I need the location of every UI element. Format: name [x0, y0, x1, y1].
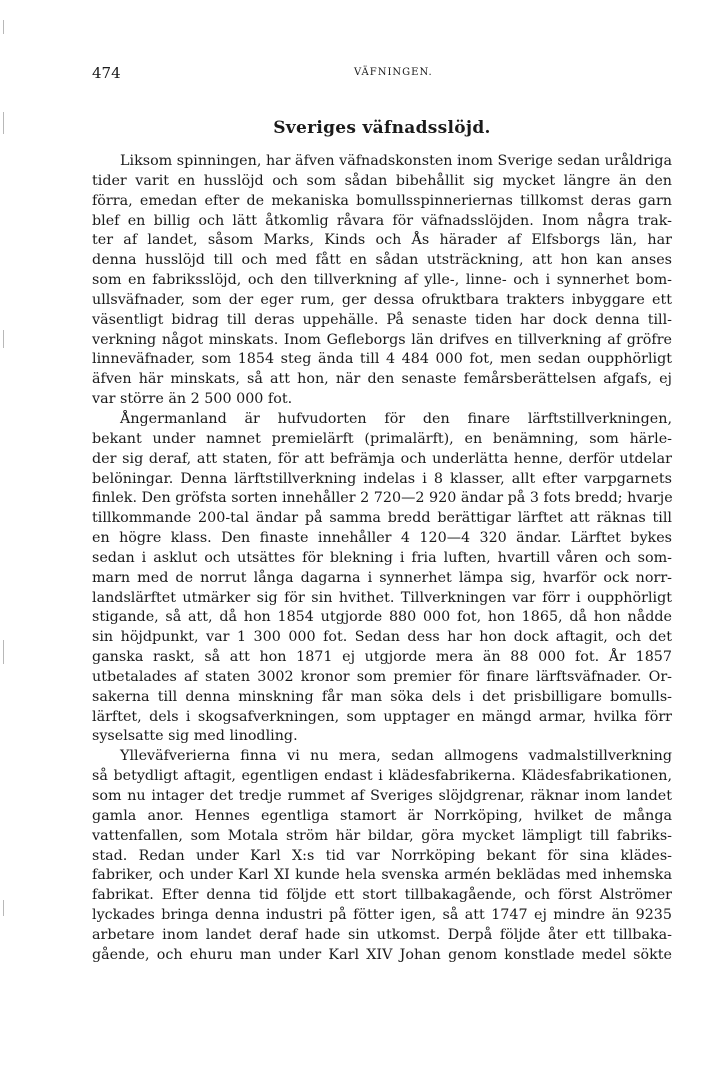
text-line: äfven här minskats, så att hon, när den senaste femårsberättelsen afgafs, ej — [92, 371, 672, 388]
running-title: VÄFNINGEN. — [354, 67, 433, 78]
page-edge-mark — [3, 900, 4, 916]
text-line: lyckades bringa denna industri på fötter igen, så att 1747 ej mindre än 9235 — [92, 907, 672, 924]
text-line: som nu intager det tredje rummet af Sveriges slöjdgrenar, räknar inom landet — [92, 788, 672, 804]
text-line: sedan i asklut och utsättes för blekning i fria luften, hvartill våren och som- — [92, 549, 672, 566]
text-line: blef en billig och lätt åtkomlig råvara för väfnadsslöjden. Inom några trak- — [92, 212, 672, 229]
text-line: lärftet, dels i skogsafverkningen, som upptager en mängd armar, hvilka förr — [92, 708, 672, 725]
text-line: gående, och ehuru man under Karl XIV Johan genom konstlade medel sökte — [92, 946, 672, 963]
text-line: syselsatte sig med linodling. — [92, 728, 298, 745]
text-line: ullsväfnader, som der eger rum, ger dessa ofruktbara trakters inbyggare ett — [92, 291, 672, 308]
text-line: fabrikat. Efter denna tid följde ett stort tillbakagående, och först Alströmer — [92, 887, 672, 904]
text-line: så betydligt aftagit, egentligen endast i klädesfabrikerna. Klädesfabrikationen, — [92, 768, 672, 785]
text-line: stad. Redan under Karl X:s tid var Norrköping bekant för sina klädes- — [92, 847, 672, 864]
text-line: der sig deraf, att staten, för att befrämja och underlätta henne, derför utdelar — [92, 450, 672, 467]
text-line: förra, emedan efter de mekaniska bomullsspinneriernas tillkomst deras garn — [92, 192, 672, 209]
text-line: tider varit en husslöjd och som sådan bibehållit sig mycket längre än den — [92, 172, 672, 189]
text-line: marn med de norrut långa dagarna i synnerhet lämpa sig, hvarför ock norr- — [92, 569, 672, 586]
text-line: sakerna till denna minskning får man söka dels i det prisbilligare bomulls- — [92, 688, 672, 705]
text-line: Liksom spinningen, har äfven väfnadskonsten inom Sverige sedan uråldriga — [120, 153, 673, 169]
text-line: belöningar. Denna lärftstillverkning indelas i 8 klasser, allt efter varpgarnets — [92, 470, 672, 487]
page-edge-mark — [3, 640, 4, 664]
text-line: en högre klass. Den finaste innehåller 4 120—4 320 ändar. Lärftet bykes — [92, 530, 672, 547]
text-line: väsentligt bidrag till deras uppehälle. På senaste tiden har dock denna till- — [92, 311, 672, 328]
text-line: stigande, så att, då hon 1854 utgjorde 880 000 fot, hon 1865, då hon nådde — [92, 609, 672, 626]
text-line: fabriker, och under Karl XI kunde hela svenska armén beklädas med inhemska — [92, 867, 672, 884]
text-line: finlek. Den gröfsta sorten innehåller 2 720—2 920 ändar på 3 fots bredd; hvarje — [92, 490, 673, 507]
text-line: Ylleväfverierna finna vi nu mera, sedan allmogens vadmalstillverkning — [120, 748, 672, 765]
text-line: bekant under namnet premielärft (primalärft), en benämning, som härle- — [92, 430, 672, 447]
text-line: arbetare inom landet deraf hade sin utkomst. Derpå följde åter ett tillbaka- — [92, 926, 672, 943]
text-line: tillkommande 200-tal ändar på samma bredd berättigar lärftet att räknas till — [92, 510, 672, 527]
running-head — [92, 64, 672, 84]
body-text — [92, 152, 672, 966]
page-edge-mark — [3, 20, 4, 34]
text-line: Ångermanland är hufvudorten för den finare lärftstillverkningen, — [120, 410, 672, 427]
text-line: sin höjdpunkt, var 1 300 000 fot. Sedan dess har hon dock aftagit, och det — [92, 629, 672, 646]
text-line: ganska raskt, så att hon 1871 ej utgjorde mera än 88 000 fot. År 1857 — [92, 649, 672, 666]
text-line: landslärftet utmärker sig för sin hvithet. Tillverkningen var förr i oupphörligt — [92, 589, 672, 606]
page-number: 474 — [92, 64, 121, 82]
page-edge-mark — [3, 112, 4, 134]
text-line: som en fabriksslöjd, och den tillverkning af ylle-, linne- och i synnerhet bom- — [92, 272, 672, 289]
text-line: vattenfallen, som Motala ström här bildar, göra mycket lämpligt till fabriks- — [92, 827, 672, 844]
text-line: var större än 2 500 000 fot. — [92, 391, 293, 408]
chapter-title: Sveriges väfnadsslöjd. — [273, 118, 491, 138]
text-line: linneväfnader, som 1854 steg ända till 4 484 000 fot, men sedan oupphörligt — [92, 351, 672, 368]
page-edge-mark — [3, 330, 4, 348]
text-line: denna husslöjd till och med fått en sådan utsträckning, att hon kan anses — [92, 252, 672, 269]
text-line: verkning något minskats. Inom Gefleborgs län drifves en tillverkning af gröfre — [92, 331, 672, 348]
text-line: gamla anor. Hennes egentliga stamort är Norrköping, hvilket de många — [92, 807, 672, 824]
text-line: utbetalades af staten 3002 kronor som premier för finare lärftsväfnader. Or- — [92, 668, 672, 685]
text-line: ter af landet, såsom Marks, Kinds och Ås härader af Elfsborgs län, har — [92, 232, 672, 249]
